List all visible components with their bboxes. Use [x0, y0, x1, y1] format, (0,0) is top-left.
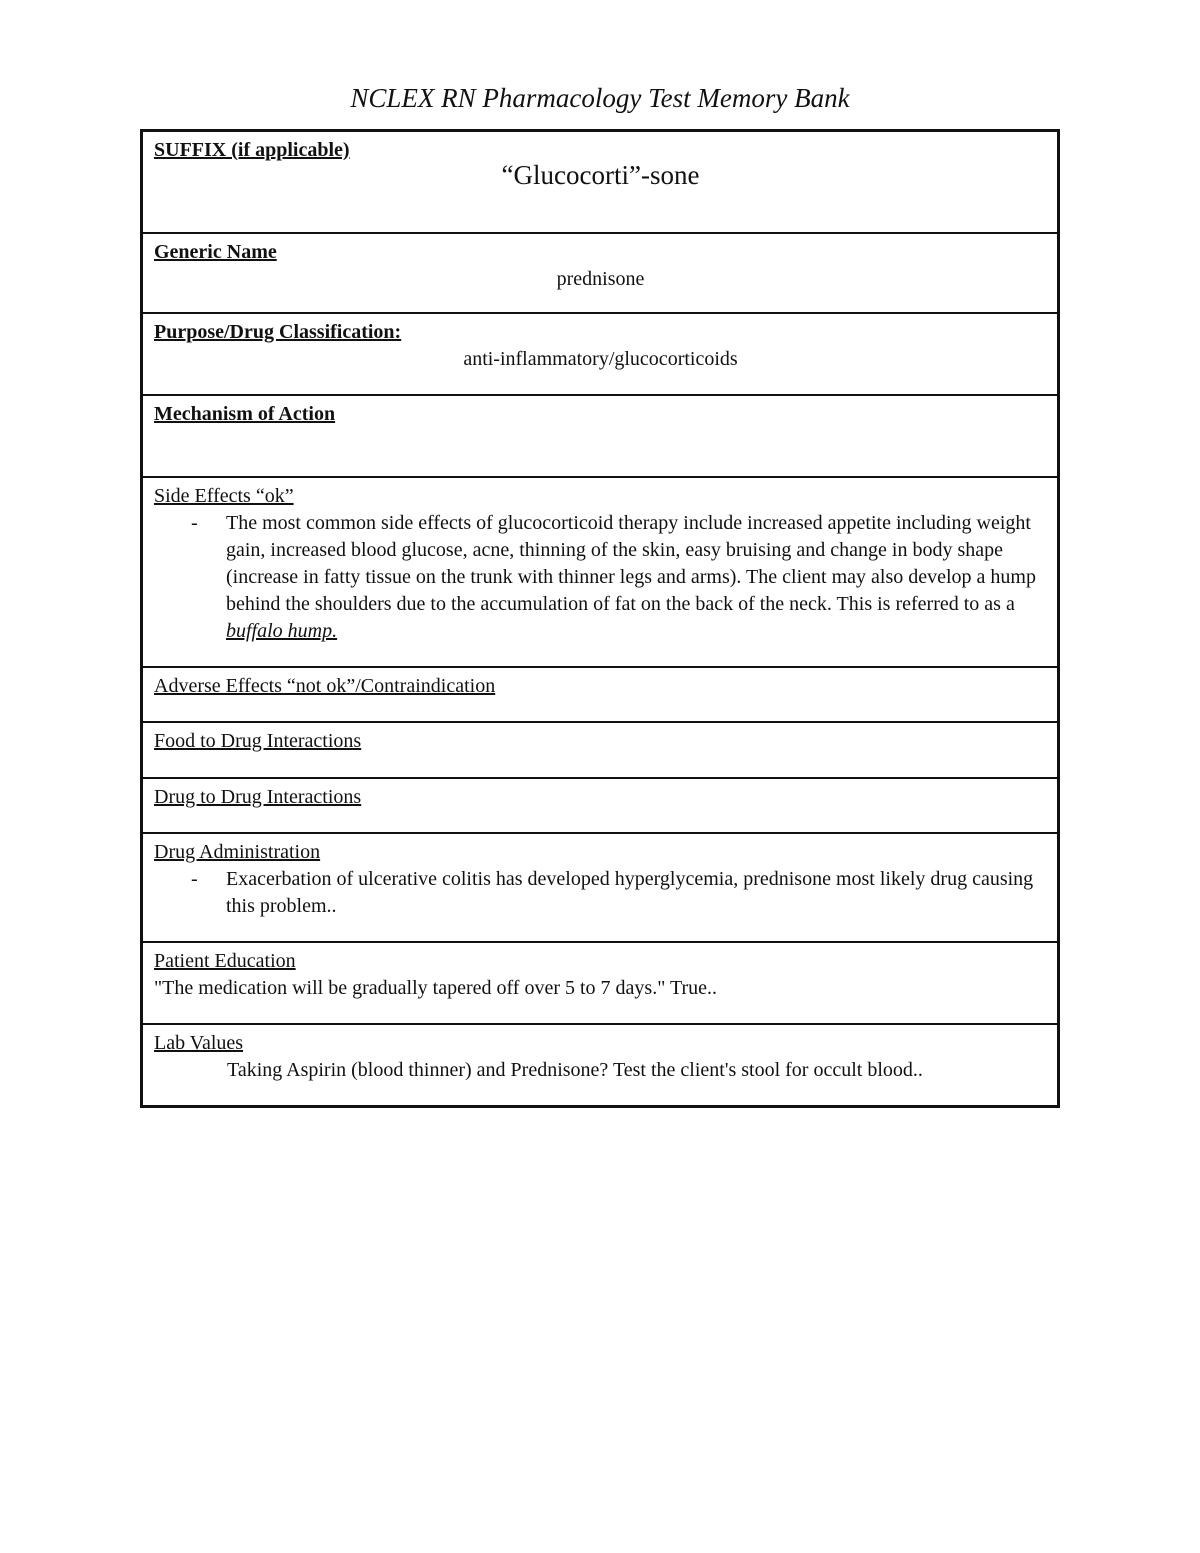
administration-row	[143, 834, 1057, 943]
generic-name-row	[143, 234, 1057, 314]
generic-name-label: Generic Name	[154, 241, 277, 263]
suffix-row	[143, 132, 1057, 234]
purpose-value: anti-inflammatory/glucocorticoids	[463, 348, 738, 370]
page-title: NCLEX RN Pharmacology Test Memory Bank	[350, 83, 850, 113]
side-effects-row	[143, 478, 1057, 668]
patient-education-row	[143, 943, 1057, 1025]
food-interactions-row	[143, 723, 1057, 779]
bullet-dash: -	[191, 868, 198, 890]
lab-values-label: Lab Values	[154, 1032, 244, 1054]
adverse-effects-label: Adverse Effects “not ok”/Contraindication	[154, 675, 496, 697]
drug-memory-table	[140, 129, 1060, 1108]
side-effects-label: Side Effects “ok”	[154, 485, 294, 507]
side-effects-emphasis: buffalo hump.	[226, 620, 338, 642]
purpose-row	[143, 314, 1057, 396]
side-effects-body: The most common side effects of glucocorticoid therapy include increased appetite including weight gain, increased blood glucose, acne, thinning of the skin, easy bruising and change in body shape (increase in fatty tissue on the trunk with thinner legs and arms). The client may also develop a hump behind the shoulders due to the accumulation of fat on the back of the neck. This is referred to as a	[226, 512, 1036, 615]
side-effects-bullet	[191, 510, 1047, 645]
suffix-label: SUFFIX (if applicable)	[154, 139, 350, 161]
adverse-effects-row	[143, 668, 1057, 723]
mechanism-label: Mechanism of Action	[154, 403, 336, 425]
suffix-value: “Glucocorti”-sone	[501, 160, 700, 190]
administration-text: Exacerbation of ulcerative colitis has developed hyperglycemia, prednisone most likely drug causing this problem..	[226, 868, 1034, 917]
food-interactions-label: Food to Drug Interactions	[154, 730, 362, 752]
drug-interactions-label: Drug to Drug Interactions	[154, 786, 362, 808]
patient-education-text: "The medication will be gradually tapered off over 5 to 7 days." True..	[154, 977, 718, 999]
drug-interactions-row	[143, 779, 1057, 834]
purpose-label: Purpose/Drug Classification:	[154, 321, 402, 343]
administration-label: Drug Administration	[154, 841, 321, 863]
side-effects-text	[226, 510, 1047, 645]
generic-name-value: prednisone	[556, 268, 645, 290]
lab-values-text: Taking Aspirin (blood thinner) and Prednisone? Test the client's stool for occult blood..	[227, 1059, 923, 1081]
mechanism-row	[143, 396, 1057, 478]
administration-bullet	[191, 866, 1047, 920]
lab-values-row	[143, 1025, 1057, 1105]
patient-education-label: Patient Education	[154, 950, 296, 972]
bullet-dash: -	[191, 512, 198, 534]
